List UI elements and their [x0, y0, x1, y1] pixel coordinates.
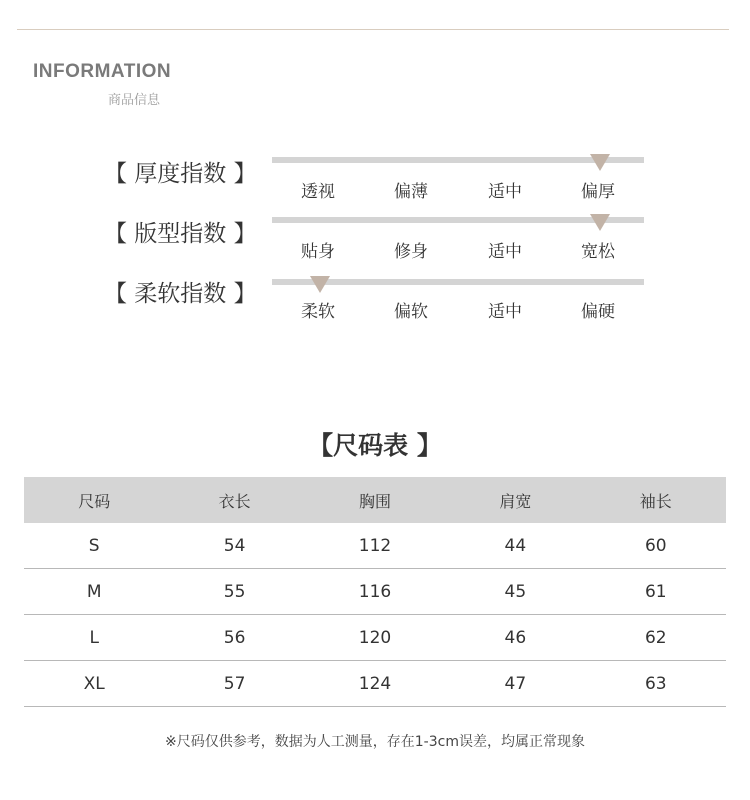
table-cell: 60: [586, 523, 726, 569]
top-divider: [17, 29, 729, 30]
index-option: 适中: [488, 242, 522, 262]
table-row: [24, 661, 726, 707]
index-label: 【 柔软指数 】: [104, 281, 257, 307]
table-cell: 55: [164, 569, 304, 615]
index-option: 柔软: [301, 302, 335, 322]
index-option: 偏厚: [581, 182, 615, 202]
table-header-cell: 胸围: [305, 477, 445, 523]
table-cell: 112: [305, 523, 445, 569]
index-label: 【 版型指数 】: [104, 221, 257, 247]
index-label: 【 厚度指数 】: [104, 161, 257, 187]
size-note: ※尺码仅供参考，数据为人工测量，存在1-3cm误差，均属正常现象: [165, 734, 585, 750]
table-cell: 116: [305, 569, 445, 615]
info-subtitle: 商品信息: [108, 93, 161, 108]
index-option: 宽松: [581, 242, 615, 262]
table-cell: 57: [164, 661, 304, 707]
table-cell: 46: [445, 615, 585, 661]
table-row: [24, 523, 726, 569]
index-marker-icon: [310, 276, 330, 293]
size-table-title: 【尺码表 】: [308, 431, 442, 460]
index-option: 适中: [488, 302, 522, 322]
table-cell: 63: [586, 661, 726, 707]
table-cell: M: [24, 569, 164, 615]
index-marker-icon: [590, 154, 610, 171]
index-option: 透视: [301, 182, 335, 202]
table-cell: XL: [24, 661, 164, 707]
index-bar: [272, 157, 644, 163]
table-row: [24, 569, 726, 615]
table-header-cell: 衣长: [164, 477, 304, 523]
table-cell: 54: [164, 523, 304, 569]
table-cell: 47: [445, 661, 585, 707]
table-cell: 120: [305, 615, 445, 661]
index-option: 偏硬: [581, 302, 615, 322]
table-cell: 45: [445, 569, 585, 615]
info-title: INFORMATION: [33, 61, 172, 82]
table-header-cell: 尺码: [24, 477, 164, 523]
table-cell: L: [24, 615, 164, 661]
size-table: [24, 477, 726, 707]
index-bar: [272, 217, 644, 223]
table-cell: 56: [164, 615, 304, 661]
table-header-row: [24, 477, 726, 523]
table-cell: 62: [586, 615, 726, 661]
table-cell: 44: [445, 523, 585, 569]
index-marker-icon: [590, 214, 610, 231]
index-option: 偏软: [394, 302, 428, 322]
table-header-cell: 袖长: [586, 477, 726, 523]
index-option: 贴身: [301, 242, 335, 262]
index-option: 修身: [394, 242, 428, 262]
index-option: 偏薄: [394, 182, 428, 202]
table-cell: 124: [305, 661, 445, 707]
table-cell: 61: [586, 569, 726, 615]
table-cell: S: [24, 523, 164, 569]
index-option: 适中: [488, 182, 522, 202]
table-row: [24, 615, 726, 661]
table-header-cell: 肩宽: [445, 477, 585, 523]
